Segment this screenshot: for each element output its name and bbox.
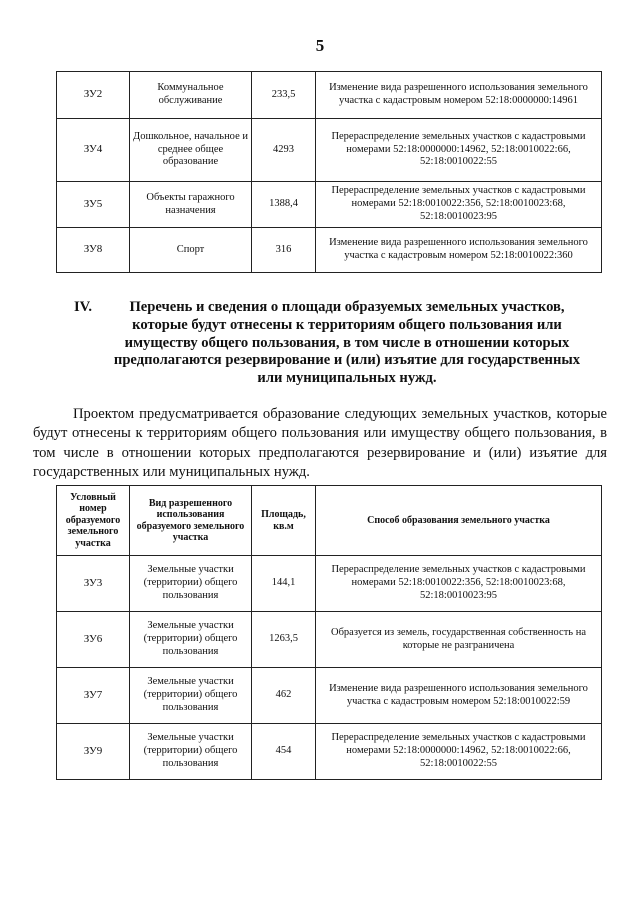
formation-method: Перераспределение земельных участков с кадастровыми номерами 52:18:0010022:356, 52:18:0010023:68, 52:18:0010023:95 <box>316 182 602 228</box>
header-plot-code: Условный номер образуемого земельного участка <box>57 486 130 556</box>
table-row <box>57 556 602 612</box>
public-land-plots-table <box>56 485 602 780</box>
table-row <box>57 182 602 228</box>
formation-method: Перераспределение земельных участков с кадастровыми номерами 52:18:0010022:356, 52:18:0010023:68, 52:18:0010023:95 <box>316 556 602 612</box>
formation-method: Образуется из земель, государственная собственность на которые не разграничена <box>316 612 602 668</box>
plot-code: ЗУ5 <box>57 182 130 228</box>
plot-area: 454 <box>252 724 316 780</box>
formation-method: Перераспределение земельных участков с кадастровыми номерами 52:18:0000000:14962, 52:18:0010022:66, 52:18:0010022:55 <box>316 119 602 182</box>
plot-code: ЗУ7 <box>57 668 130 724</box>
table-row <box>57 612 602 668</box>
land-plots-table-continued <box>56 71 602 273</box>
table-row <box>57 724 602 780</box>
plot-area: 1388,4 <box>252 182 316 228</box>
plot-code: ЗУ2 <box>57 72 130 119</box>
permitted-use: Земельные участки (территории) общего пользования <box>130 556 252 612</box>
plot-area: 4293 <box>252 119 316 182</box>
permitted-use: Спорт <box>130 228 252 273</box>
formation-method: Изменение вида разрешенного использования земельного участка с кадастровым номером 52:18:0010022:59 <box>316 668 602 724</box>
plot-area: 144,1 <box>252 556 316 612</box>
permitted-use: Земельные участки (территории) общего пользования <box>130 668 252 724</box>
section-number: IV. <box>74 299 92 315</box>
table-row <box>57 668 602 724</box>
table-header-row <box>57 486 602 556</box>
plot-code: ЗУ8 <box>57 228 130 273</box>
plot-code: ЗУ3 <box>57 556 130 612</box>
section-title: Перечень и сведения о площади образуемых земельных участков, которые будут отнесены к территориям общего пользования или имуществу общего пользования, в том числе в отношении которых предполагаются резервирование и (или) изъятие для государственных или муниципальных нужд. <box>113 299 581 387</box>
formation-method: Перераспределение земельных участков с кадастровыми номерами 52:18:0000000:14962, 52:18:0010022:66, 52:18:0010022:55 <box>316 724 602 780</box>
plot-area: 316 <box>252 228 316 273</box>
header-area: Площадь, кв.м <box>252 486 316 556</box>
permitted-use: Коммунальное обслуживание <box>130 72 252 119</box>
permitted-use: Земельные участки (территории) общего пользования <box>130 612 252 668</box>
permitted-use: Дошкольное, начальное и среднее общее образование <box>130 119 252 182</box>
plot-code: ЗУ9 <box>57 724 130 780</box>
plot-area: 1263,5 <box>252 612 316 668</box>
formation-method: Изменение вида разрешенного использования земельного участка с кадастровым номером 52:18:0010022:360 <box>316 228 602 273</box>
header-formation-method: Способ образования земельного участка <box>316 486 602 556</box>
header-permitted-use: Вид разрешенного использования образуемого земельного участка <box>130 486 252 556</box>
permitted-use: Земельные участки (территории) общего пользования <box>130 724 252 780</box>
table-row <box>57 119 602 182</box>
plot-code: ЗУ4 <box>57 119 130 182</box>
permitted-use: Объекты гаражного назначения <box>130 182 252 228</box>
formation-method: Изменение вида разрешенного использования земельного участка с кадастровым номером 52:18:0000000:14961 <box>316 72 602 119</box>
table-row <box>57 228 602 273</box>
section-heading <box>60 299 590 388</box>
body-paragraph: Проектом предусматривается образование следующих земельных участков, которые будут отнесены к территориям общего пользования или имуществу общего пользования, в том числе в отношении которых предполагаются резервирование и (или) изъятие для государственных или муниципальных нужд. <box>33 406 607 480</box>
plot-code: ЗУ6 <box>57 612 130 668</box>
table-row <box>57 72 602 119</box>
plot-area: 233,5 <box>252 72 316 119</box>
page-number: 5 <box>315 36 325 55</box>
plot-area: 462 <box>252 668 316 724</box>
